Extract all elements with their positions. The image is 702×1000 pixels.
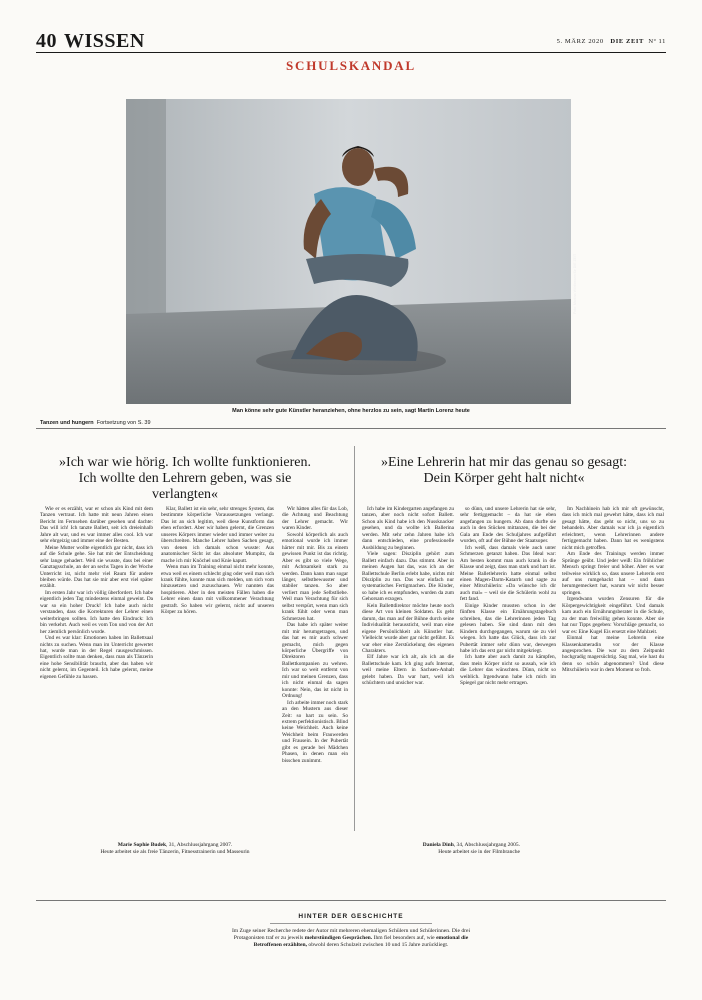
issue-date: 5. MÄRZ 2020 bbox=[556, 38, 604, 45]
section-rule bbox=[36, 428, 666, 429]
hinter-sentence: Ihm fiel besonders auf, wie bbox=[373, 935, 435, 941]
hinter-rule bbox=[270, 923, 432, 924]
paragraph: Viele sagen: Disziplin gehört zum Ballett einfach dazu. Das stimmt. Aber in meinen Augen hat das, was ich an der Ballettschule Berlin erlebt habe, nichts mit Disziplin zu tun. Das war einfach nur systematisches Fertigmachen. Die Kinder, so habe ich es empfunden, wurden da zum Gehorsam erzogen. bbox=[362, 551, 454, 603]
issue-meta bbox=[557, 38, 666, 45]
column-1 bbox=[40, 506, 153, 836]
kicker: SCHULSKANDAL bbox=[286, 58, 416, 73]
paragraph: Wenn man im Training einmal nicht mehr konnte, etwa weil es einem schlecht ging oder weil man sich krank fühlte, konnte man sich melden, um sich vom hinzusetzen und zuzuschauen. Wir nannten das hospitieren. Aber in den meisten Fällen haben die Lehrer einen dann mit vollkommener Verachtung gestraft. So haben wir gelernt, nicht auf unseren Körper zu hören. bbox=[161, 564, 274, 616]
hinter-sentence: Im Zuge seiner Recherche redete der Autor mit mehreren ehemaligen Schülern und Schülerinnen. Die drei Protagonisten traf er zu jeweils bbox=[231, 928, 471, 941]
column-2 bbox=[161, 506, 274, 836]
hinter-emphasis: mehrstündigen Gesprächen. bbox=[304, 935, 373, 941]
photo-illustration bbox=[126, 99, 571, 404]
paragraph: Im Nachhinein hab ich mir oft gewünscht, dass ich mich mal gewehrt hätte, dass ich mal gesagt hätte, das geht so nicht, uns so zu behandeln. Aber damals war ich ja eigentlich erleichtert, wenn Lehrerinnen andere fertiggemacht haben. Dann hat es wenigstens nicht mich getroffen. bbox=[562, 506, 664, 551]
paper-name: DIE ZEIT bbox=[610, 38, 644, 45]
article-body bbox=[40, 506, 664, 836]
column-divider bbox=[354, 446, 355, 831]
column-4 bbox=[362, 506, 454, 836]
signature-name: Marie Sophie Budek bbox=[117, 842, 167, 848]
continuation-line bbox=[40, 420, 151, 426]
paragraph: so dünn, und unsere Lehrerin hat sie sehr, sehr fertiggemacht – da hat sie eben angefangen zu hungern. Ab dann durfte sie auch in den Stücken mittanzen, die bei der Gala am Ende des Schuljahres aufgeführt wurden, oft auf der Bühne der Staatsoper. bbox=[460, 506, 556, 545]
portrait-photo bbox=[126, 99, 577, 404]
paragraph: Ich hatte aber auch damit zu kämpfen, dass mein Körper nicht so aussah, wie ich die Lehrer das wünschten. Dünn, nicht so weiblich. Irgendwann habe ich mich im Spiegel gar nicht mehr ertragen. bbox=[460, 654, 556, 687]
paragraph: Wie er es erzählt, war er schon als Kind mit dem Tanzen vertraut. Ich hatte mit neun Jahren einen Bericht im Fernsehen darüber gesehen und dachte: Das will ich! Ich tanzte Ballett, seit ich dreieinhalb Jahre alt war, und es war immer alles cool. Ich war sehr ehrgeizig und immer eine der Besten. bbox=[40, 506, 153, 545]
photo-caption: Man könne sehr gute Künstler heranziehen, ohne herzlos zu sein, sagt Martin Lorenz heute bbox=[232, 408, 470, 414]
pull-quote-left: »Ich war wie hörig. Ich wollte funktionieren. Ich wollte den Lehrern geben, was sie verlangten« bbox=[59, 455, 311, 502]
header-rule bbox=[36, 52, 666, 53]
page-header bbox=[36, 30, 666, 52]
paragraph: Wir hätten alles für das Lob, die Achtung und Beachtung der Lehrer gemacht. Wir waren Kinder. bbox=[282, 506, 348, 532]
hinter-title: HINTER DER GESCHICHTE bbox=[298, 913, 404, 920]
hinter-sentence: obwohl deren Schulzeit zwischen 10 und 15 Jahre zurückliegt. bbox=[308, 942, 449, 948]
paragraph: Ich weiß, dass damals viele auch unter Schmerzen getanzt haben. Das Ideal war: Am besten kommt man auch krank in die Klasse und zeigt, dass man stark und hart ist. Meine Balletlehrerin hatte einmal selbst einen Magen-Darm-Katarrh und sagte zu einer Mitschülerin: »Da wünsche ich dir auch mal« – weil sie die Schülerin wohl zu fett fand. bbox=[460, 544, 556, 603]
continuation-ref: Fortsetzung von S. 39 bbox=[96, 420, 151, 426]
column-6 bbox=[562, 506, 664, 836]
paragraph: Am Ende des Trainings werden immer Sprünge geübt. Und jeder weiß: Ein fröhlicher Mensch springt freier und höher. Aber es war teilweise wirklich so, dass unsere Lehrerin erst auf uns rumgehackt hat – und dann herumgemeckert hat, warum wir nicht besser springen. bbox=[562, 551, 664, 596]
issue-number: Nº 11 bbox=[648, 38, 666, 45]
signature-occupation: Heute arbeitet sie als freie Tänzerin, Fitnesstrainerin und Masseurin bbox=[100, 849, 250, 855]
column-3 bbox=[282, 506, 348, 836]
paragraph: Einmal hat meine Lehrerin eine Klassenkameradin vor der Klasse angesprochen. Die war zu dem Zeitpunkt hochgradig magersüchtig. Sag mal, wie hast du denn so schön abgenommen? Und diese Mitschülerin war in dem Moment so froh. bbox=[562, 635, 664, 674]
signature-left bbox=[45, 842, 305, 856]
signature-info: , 31, Abschlussjahrgang 2007. bbox=[166, 842, 233, 848]
paragraph: Irgendwann wurden Zensuren für die Körpergewichtigkeit eingeführt. Und damals kam auch ein Ernährungsberater in die Schule, zu der man freiwillig gehen konnte. Aber sie hat nur Tipps gegeben: Vorschläge gemacht, so war es: Eine Kugel Eis ersetzt eine Mahlzeit. bbox=[562, 596, 664, 635]
column-5 bbox=[460, 506, 556, 836]
hinter-text bbox=[220, 928, 482, 949]
paragraph: Ich habe im Kindergarten angefangen zu tanzen, aber noch nicht sofort Ballett. Schon als Kind habe ich den Nussknacker gesehen, und da wollte ich Ballerina werden. Mit sehr zehn Jahren habe ich dann entschieden, eine professionelle Ausbildung zu beginnen. bbox=[362, 506, 454, 551]
footer-rule bbox=[36, 900, 666, 901]
paragraph: Das habe ich später weiter mit mir herumgetragen, und das hat es mir auch schwer gemacht, mich gegen körperliche Übergriffe von Direktoren in Ballettkompanien zu wehren. Ich war so weit entfernt von mir und meinen Grenzen, dass ich nicht einmal da sagen konnte: Nein, das ist nicht in Ordnung! bbox=[282, 622, 348, 700]
signature-info: , 34, Abschlussjahrgang 2005. bbox=[453, 842, 520, 848]
continuation-title: Tanzen und hungern bbox=[40, 420, 94, 426]
paragraph: Einige Kinder mussten schon in der fünften Klasse ein Ernährungstagebuch schreiben, das die Lehrerinnen jeden Tag gelesen haben. Sie sind dann mit den Kindern durchgegangen, warum sie zu viel wiegen. Ich hatte das Glück, dass ich zur Pubertät immer sehr dünn war, deswegen habe ich das erst gar nicht mitgekriegt. bbox=[460, 602, 556, 654]
pull-quote-right: »Eine Lehrerin hat mir das genau so gesagt: Dein Körper geht halt nicht« bbox=[380, 455, 628, 486]
paragraph: Im ersten Jahr war ich völlig überfordert. Ich habe eigentlich jeden Tag mindestens einmal geweint. Da war so ein hoher Druck! Ich habe auch nicht verstanden, dass die Korrekturen der Lehrer einen weiterbringen sollten. Ich hatte den Eindruck: Ich bin verkehrt. Auch weil es vom Ton und von der Art her ziemlich persönlich wurde. bbox=[40, 589, 153, 635]
signature-name: Daniela Dinh bbox=[422, 842, 454, 848]
paragraph: Und es war klar: Emotionen haben im Ballettsaal nichts zu suchen. Wenn man im Unterricht gewertet hat, wurde man in der Regel rausgeschmissen. Eigentlich sollte man denken, dass man als Tänzerin eine hohe Sensibilität braucht, aber das haben wir nicht gelernt, im Gegenteil. Ich habe gelernt, meine eigenen Gefühle zu hassen. bbox=[40, 635, 153, 680]
paragraph: Klar, Ballett ist ein sehr, sehr strenges System, das bestimmte körperliche Voraussetzungen verlangt. Das ist an sich legitim, weil diese Kunstform das eben erfordert. Aber wir haben gelernt, die Grenzen unseres Körpers immer wieder und immer weiter zu überschreiten. Manche Lehrer haben Sachen gesagt, von denen ich damals schon wusste: Aus anatomischer Sicht ist das absoluter Mumpitz, da mache ich mir Knöchel und Knie kaputt. bbox=[161, 506, 274, 564]
paragraph: Kein Ballettdirektor möchte heute noch diese Art von kleinen Soldaten. Es geht darum, das man auf der Bühne durch seine Individualität heraussticht, weil man eine eigene Persönlichkeit als Künstler hat. Vielleicht wurde aber gar nicht geführt. Es war eher eine Zerstückelung des eigenen Charakters. bbox=[362, 602, 454, 654]
paragraph: Elf Jahre war ich alt, als ich an die Ballettschule kam. Ich ging aufs Internat, weil meine Eltern in Sachsen-Anhalt gelebt haben. Da war hart, weil ich schüchtern und unsicher war. bbox=[362, 654, 454, 687]
paragraph: Ich arbeite immer noch stark an den Mustern aus dieser Zeit: so hart zu sein. So extrem perfektionistisch. Blind keine Weichheit. Auch keine Weichheit beim Frauwerden und Frausein. In der Pubertät gibt es gerade bei Mädchen Phasen, in denen man ein bisschen zunimmt. bbox=[282, 699, 348, 764]
paragraph: Meine Mutter wollte eigentlich gar nicht, dass ich auf die Schule gehe. Sie hat mit der Entscheidung sehr lange gehadert. Weil sie wusste, dass bei einer Ganztagsschule, an der an sechs Tagen in der Woche Unterricht ist, nicht mehr viel Raum für andere bleiben würde. Das hat sie mir aber erst viel später erzählt. bbox=[40, 544, 153, 590]
photo-credit: Foto: Martina Wörthmann für DIE ZEIT bbox=[572, 253, 577, 314]
signature-right bbox=[370, 842, 520, 856]
page-number: 40 bbox=[36, 30, 57, 52]
section-title: WISSEN bbox=[64, 30, 145, 52]
signature-occupation: Heute arbeitet sie in der Filmbranche bbox=[438, 849, 520, 855]
hinter-emphasis: emotional die Betroffenen erzählten, bbox=[253, 935, 469, 948]
paragraph: Sowohl körperlich als auch emotional wurde ich immer härter mit mir. Bis zu einem gewissen Punkt ist das richtig. Aber es gibt so viele Wege, mit Achtsamkeit stark zu werden. Dann kann man sogar länger, selbstbewusster und stabiler tanzen. So aber verliert man jede Selbstliebe. Weil man Verachtung für sich selbst verspürt, wenn man sich krank fühlt oder wenn man Schmerzen hat. bbox=[282, 531, 348, 622]
